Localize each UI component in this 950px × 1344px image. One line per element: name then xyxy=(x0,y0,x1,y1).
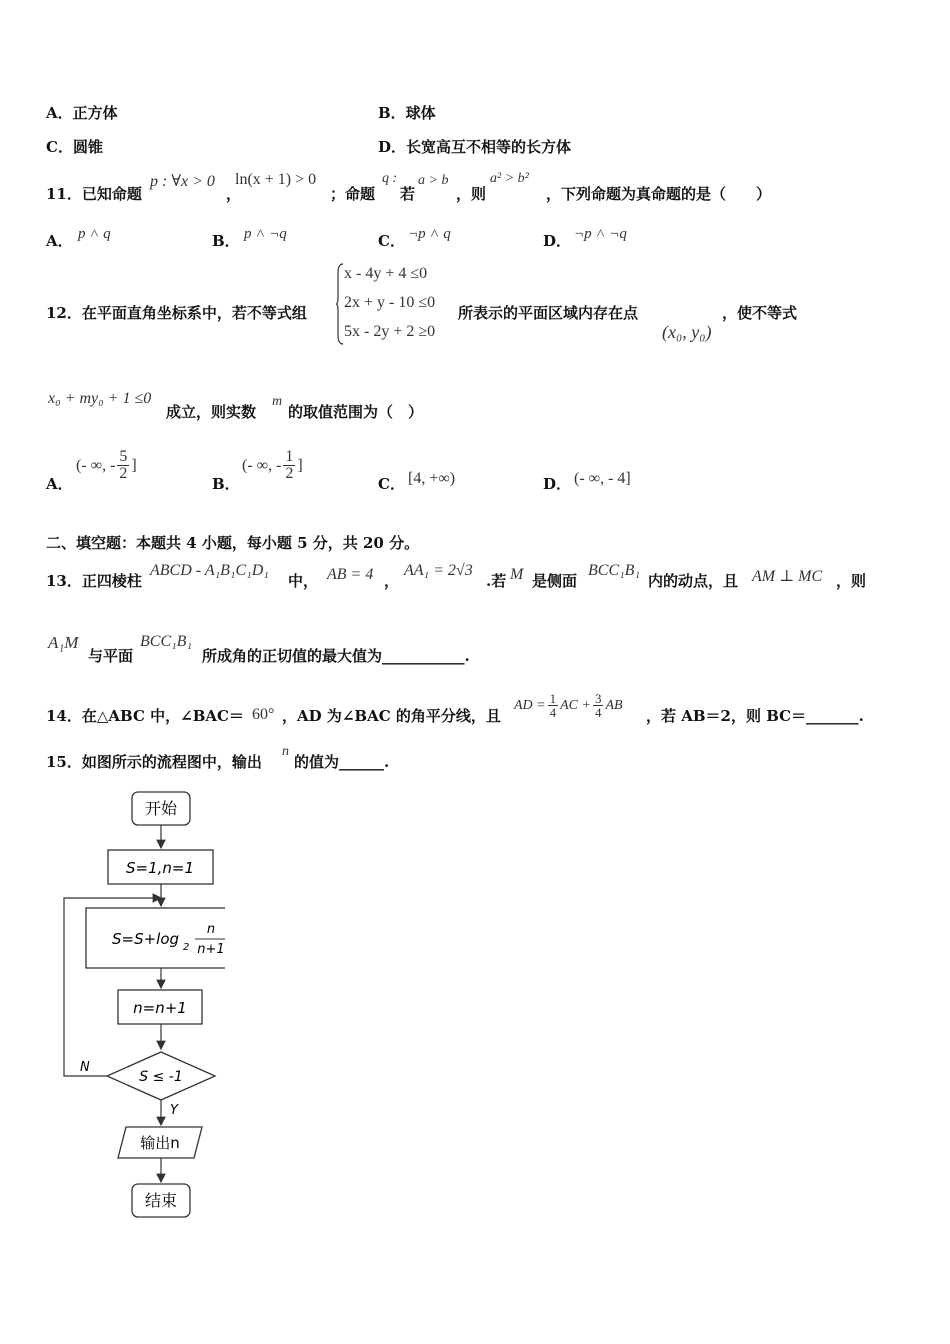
q13-shi: 是侧面 xyxy=(532,572,578,590)
q14-text-1: 14．在△ABC 中，∠BAC＝ xyxy=(46,707,244,725)
q14-text-3: ，若 AB＝2，则 BC＝_______. xyxy=(646,707,864,725)
q12-m: m xyxy=(272,394,283,409)
q14-frac-2 xyxy=(593,692,604,719)
q12-point: (x₀, y₀) xyxy=(662,322,712,342)
q14-ab: AB xyxy=(605,697,623,713)
q10-option-d: D．长宽高互不相等的长方体 xyxy=(378,138,572,156)
q14-f1-num: 1 xyxy=(549,691,557,706)
q14-ad-formula xyxy=(514,692,623,719)
flow-frac-num: n xyxy=(206,922,216,937)
flow-init-label: S=1,n=1 xyxy=(125,859,195,877)
q12-a-den: 2 xyxy=(119,465,128,482)
q11-ruo: 若 xyxy=(400,185,416,203)
flow-update-sub: 2 xyxy=(183,942,190,953)
q12-option-c: [4, +∞) xyxy=(408,470,456,487)
q13-zhong: 中， xyxy=(288,572,319,590)
q12-tail: ，使不等式 xyxy=(722,304,798,322)
q11-b-label: B． xyxy=(212,232,240,250)
flow-output-label: 输出n xyxy=(140,1134,180,1152)
q11-option-d: ¬p ˄ ¬q xyxy=(574,226,627,242)
q11-a-label: A． xyxy=(46,232,73,250)
q12-line2: 成立，则实数 xyxy=(166,403,257,421)
q11-q-label: q : xyxy=(382,171,398,186)
q13-face: BCC₁B₁ xyxy=(588,562,641,579)
q12-b-den: 2 xyxy=(285,465,294,482)
q15-text-1: 15．如图所示的流程图中，输出 xyxy=(46,753,262,771)
q15-text-2: 的值为______. xyxy=(294,753,390,771)
q12-ineq-4: x₀ + my₀ + 1 ≤0 xyxy=(48,390,152,407)
q11-cond: a > b xyxy=(418,173,449,188)
q11-concl: a² > b² xyxy=(490,171,529,186)
flow-decision-label: S ≤ -1 xyxy=(139,1069,183,1085)
q12-b-pre: (- ∞, - xyxy=(242,456,282,474)
q11-option-c: ¬p ˄ q xyxy=(408,226,451,242)
q13-prism: ABCD - A₁B₁C₁D₁ xyxy=(150,562,269,579)
q11-semi: ；命题 xyxy=(330,185,376,203)
q10-option-b: B．球体 xyxy=(378,104,436,122)
q11-option-b: p ˄ ¬q xyxy=(244,226,287,242)
q14-f1-den: 4 xyxy=(549,705,557,720)
q12-a-label: A． xyxy=(46,475,73,493)
q12-b-num: 1 xyxy=(285,448,294,465)
q13-aa1: AA₁ = 2√3 xyxy=(404,562,473,579)
q12-b-label: B． xyxy=(212,475,240,493)
q13-tail: 所成角的正切值的最大值为___________. xyxy=(202,647,470,665)
q13-nei: 内的动点，且 xyxy=(648,572,739,590)
q14-f2-den: 4 xyxy=(594,705,602,720)
q11-number: 11．已知命题 xyxy=(46,185,142,203)
q12-option-a xyxy=(76,449,137,482)
q11-p-expr: p : ∀x > 0 xyxy=(150,173,215,190)
q14-text-2: ，AD 为∠BAC 的角平分线，且 xyxy=(282,707,501,725)
q12-mid: 所表示的平面区域内存在点 xyxy=(458,304,639,322)
section-2-header: 二、填空题：本题共 4 小题，每小题 5 分，共 20 分。 xyxy=(46,534,420,552)
q13-number: 13．正四棱柱 xyxy=(46,572,142,590)
q12-line2b: 的取值范围为（ ） xyxy=(288,403,424,421)
flow-frac-den: n+1 xyxy=(197,942,225,957)
q13-comma: ， xyxy=(384,572,400,590)
q12-ineq-1: x - 4y + 4 ≤0 xyxy=(344,265,428,282)
q12-option-d: (- ∞, - 4] xyxy=(574,470,631,487)
q15-n: n xyxy=(282,744,289,759)
q13-yu: 与平面 xyxy=(88,647,134,665)
q12-a-fraction xyxy=(117,449,129,482)
q12-b-fraction xyxy=(283,449,295,482)
q12-option-b xyxy=(242,449,303,482)
q11-d-label: D． xyxy=(543,232,572,250)
flow-yes-label: Y xyxy=(170,1103,178,1118)
flow-end-label: 结束 xyxy=(144,1191,178,1210)
q12-c-label: C． xyxy=(378,475,405,493)
q14-frac-1 xyxy=(548,692,559,719)
q13-perp: AM ⊥ MC xyxy=(752,568,823,585)
q12-a-pre: (- ∞, - xyxy=(76,456,116,474)
q14-f2-num: 3 xyxy=(594,691,602,706)
q11-option-a: p ˄ q xyxy=(78,226,111,242)
flow-update-pre: S=S+log xyxy=(112,930,180,948)
q14-ac: AC + xyxy=(560,697,591,713)
q13-ruo: .若 xyxy=(486,572,507,590)
q10-option-a: A．正方体 xyxy=(46,104,118,122)
q13-ze: ，则 xyxy=(836,572,867,590)
q12-ineq-2: 2x + y - 10 ≤0 xyxy=(344,294,436,311)
q12-ineq-3: 5x - 2y + 2 ≥0 xyxy=(344,323,436,340)
q13-face2: BCC₁B₁ xyxy=(140,633,193,650)
flow-incr-label: n=n+1 xyxy=(133,999,187,1017)
q11-comma: ， xyxy=(226,185,242,203)
flow-start-label: 开始 xyxy=(144,799,178,818)
q11-c-label: C． xyxy=(378,232,405,250)
q14-ad: AD = xyxy=(514,697,546,713)
flowchart xyxy=(55,785,225,1225)
q12-d-label: D． xyxy=(543,475,572,493)
q11-tail: ，下列命题为真命题的是（ ） xyxy=(546,185,772,203)
system-brace xyxy=(336,263,344,345)
q11-ze: ，则 xyxy=(456,185,487,203)
flow-no-label: N xyxy=(80,1060,90,1075)
q13-a1m: A₁M xyxy=(48,633,79,652)
q12-b-post: ] xyxy=(297,456,303,474)
q13-ab: AB = 4 xyxy=(327,566,374,583)
q12-number: 12．在平面直角坐标系中，若不等式组 xyxy=(46,304,307,322)
q11-ln-expr: ln(x + 1) > 0 xyxy=(235,171,317,188)
q14-angle: 60° xyxy=(252,706,275,723)
q12-a-num: 5 xyxy=(119,448,128,465)
q12-a-post: ] xyxy=(131,456,137,474)
q13-m: M xyxy=(510,566,524,583)
q10-option-c: C．圆锥 xyxy=(46,138,103,156)
